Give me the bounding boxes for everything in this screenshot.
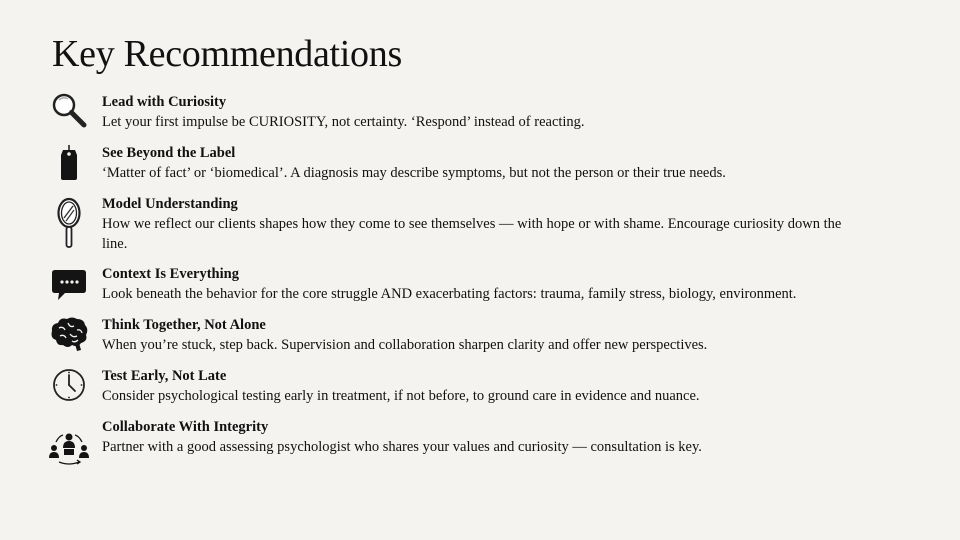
item-description: Partner with a good assessing psychologist who shares your values and curiosity — consultation is key. [102, 439, 702, 455]
item-heading: Collaborate With Integrity [102, 419, 269, 435]
clock-icon [46, 362, 92, 408]
item-description: Look beneath the behavior for the core struggle AND exacerbating factors: trauma, family stress, biology, environment. [102, 286, 797, 302]
slide-title: Key Recommendations [52, 33, 402, 75]
item-description: ‘Matter of fact’ or ‘biomedical’. A diagnosis may describe symptoms, but not the person or their true needs. [102, 165, 726, 181]
hand-mirror-icon [46, 196, 92, 252]
item-description: Consider psychological testing early in treatment, if not before, to ground care in evidence and nuance. [102, 388, 700, 404]
tag-label-icon [46, 139, 92, 185]
item-heading: See Beyond the Label [102, 145, 236, 161]
item-description: Let your first impulse be CURIOSITY, not certainty. ‘Respond’ instead of reacting. [102, 114, 585, 130]
item-heading: Model Understanding [102, 196, 238, 212]
magnifying-glass-icon [46, 88, 92, 134]
item-description: How we reflect our clients shapes how they come to see themselves — with hope or with shame. Encourage curiosity down the line. [102, 216, 842, 252]
speech-bubble-icon [46, 260, 92, 306]
item-description: When you’re stuck, step back. Supervision and collaboration sharpen clarity and offer new perspectives. [102, 337, 708, 353]
brain-icon [46, 311, 92, 357]
item-heading: Context Is Everything [102, 266, 239, 282]
item-heading: Lead with Curiosity [102, 94, 227, 110]
collaboration-group-icon [46, 425, 92, 471]
item-heading: Test Early, Not Late [102, 368, 227, 384]
item-heading: Think Together, Not Alone [102, 317, 266, 333]
